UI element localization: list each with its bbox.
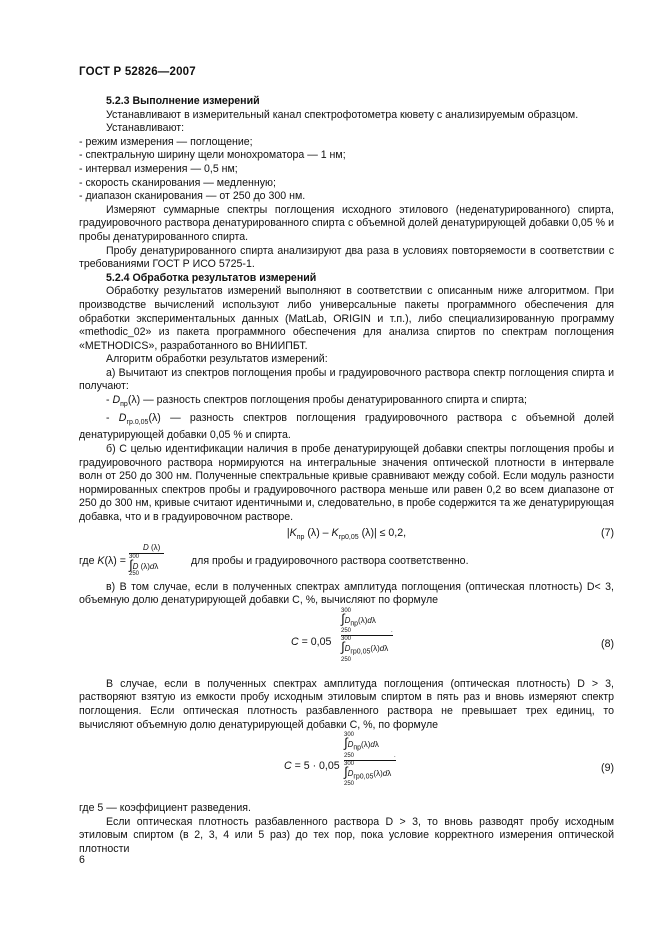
equation-9: C = 5 · 0,05 300 $\int D_{пр}(\lambda)d\lambda$ 250 . 300 $\int D_{гр0,05}(\lambda)d\lambda$ 250 (9) bbox=[284, 732, 614, 788]
paragraph: Если оптическая плотность разбавленного раствора D > 3, то вновь разводят пробу исходным этиловым спиртом (в 2, 3, 4 или 5 раз) до тех пор, пока условие корректного измерения оптической плотности bbox=[79, 815, 614, 855]
paragraph: а) Вычитают из спектров поглощения пробы и градуировочного раствора спектр поглощения спирта и получают: bbox=[79, 366, 614, 393]
paragraph: Устанавливают в измерительный канал спектрофотометра кювету с анализируемым образцом. bbox=[106, 108, 579, 121]
paragraph: Пробу денатурированного спирта анализируют два раза в условиях повторяемости в соответствии с требованиями ГОСТ Р ИСО 5725-1. bbox=[79, 244, 614, 271]
paragraph: б) С целью идентификации наличия в пробе денатурирующей добавки спектры поглощения пробы и градуировочного раствора нормируются на интегральные значения оптической плотности в интервале волн от 250 до 300 нм. Полученные спектральные кривые сравнивают между собой. Если модуль разности нормированных спектров пробы и градуировочного раствора меньше или равен 0,2 во всем диапазоне от 250 до 300 нм, кривые считают идентичными и, следовательно, в пробе содержится та же денатурирующая добавка, что и в градуировочном растворе. bbox=[79, 443, 614, 524]
page-number: 6 bbox=[79, 854, 85, 866]
equation-8: C = 0,05 300 $\int D_{пр}(\lambda)d\lambda$ 250 . 300 $\int D_{гр0,05}(\lambda)d\lambda$ 250 (8) bbox=[291, 607, 614, 663]
list-item: - интервал измерения — 0,5 нм; bbox=[79, 162, 238, 175]
paragraph: Устанавливают: bbox=[106, 122, 185, 135]
list-item: - спектральную ширину щели монохроматора — 1 нм; bbox=[79, 149, 346, 162]
section-heading-524: 5.2.4 Обработка результатов измерений bbox=[106, 271, 317, 284]
paragraph: Обработку результатов измерений выполняют в соответствии с описанным ниже алгоритмом. При производстве вычислений используют либо универсальные пакеты программного обеспечения для обработки экспериментальных данных (MatLab, ORIGIN и т.п.), либо специализированную программу «methodic_02» из пакета программного обеспечения для анализа спиртов по спектрам поглощения «METHODICS», разработанного во ВНИИПБТ. bbox=[79, 285, 614, 352]
equation-7-number: (7) bbox=[601, 526, 614, 539]
page-content bbox=[79, 95, 614, 857]
equation-7 bbox=[79, 525, 614, 543]
section-heading-523: 5.2.3 Выполнение измерений bbox=[106, 95, 260, 107]
definition-d1: - $D_{пр}(\lambda)$ — разность спектров поглощения пробы денатурированного спирта и спирта; bbox=[106, 394, 527, 409]
paragraph: В случае, если в полученных спектрах амплитуда поглощения (оптическая плотность) D > 3, растворяют взятую из емкости пробу исходным этиловым спиртом в пять раз и вновь измеряют спектр поглощения. Если оптическая плотность разбавленного раствора не превышает трех единиц, то вычисляют объемную долю денатурирующей добавки C, %, по формуле bbox=[79, 677, 614, 731]
paragraph: в) В том случае, если в полученных спектрах амплитуда поглощения (оптическая плотность) D< 3, объемную долю денатурирующей добавки C, %, вычисляют по формуле bbox=[79, 580, 614, 607]
list-item: - диапазон сканирования — от 250 до 300 нм. bbox=[79, 190, 306, 203]
paragraph: Измеряют суммарные спектры поглощения исходного этилового (неденатурированного) спирта, градуировочного раствора денатурированного спирта с объемной долей денатурирующей добавки 0,05 % и пробы денатурированного спирта. bbox=[79, 203, 614, 243]
equation-9-number: (9) bbox=[601, 762, 614, 775]
paragraph: Алгоритм обработки результатов измерений: bbox=[106, 353, 328, 366]
paragraph: где 5 — коэффициент разведения. bbox=[79, 802, 251, 815]
list-item: - режим измерения — поглощение; bbox=[79, 135, 253, 148]
list-item: - скорость сканирования — медленную; bbox=[79, 176, 276, 189]
equation-7-body: $|K_{пр}$ $(\lambda) - K_{гр0,05}$ (λ)| ≤ 0,2, bbox=[286, 526, 407, 541]
k-fraction: D (λ) 300 ∫D (λ)dλ 250 bbox=[129, 543, 164, 577]
document-header: ГОСТ Р 52826—2007 bbox=[79, 66, 196, 78]
equation-9-fraction: 300 $\int D_{пр}(\lambda)d\lambda$ 250 . 300 $\int D_{гр0,05}(\lambda)d\lambda$ 250 bbox=[344, 732, 396, 788]
equation-8-fraction: 300 $\int D_{пр}(\lambda)d\lambda$ 250 . 300 $\int D_{гр0,05}(\lambda)d\lambda$ 250 bbox=[341, 607, 393, 663]
definition-d2: - $D_{гр.0,05}(\lambda)$ — разность спектров поглощения градуировочного раствора с объемной долей денатурирующей добавки 0,05 % и спирта. bbox=[79, 411, 615, 442]
equation-8-number: (8) bbox=[601, 637, 614, 650]
k-definition: где K(λ) = D (λ) 300 ∫D (λ)dλ 250 для пробы и градуировочного раствора соответственно. bbox=[79, 542, 469, 577]
